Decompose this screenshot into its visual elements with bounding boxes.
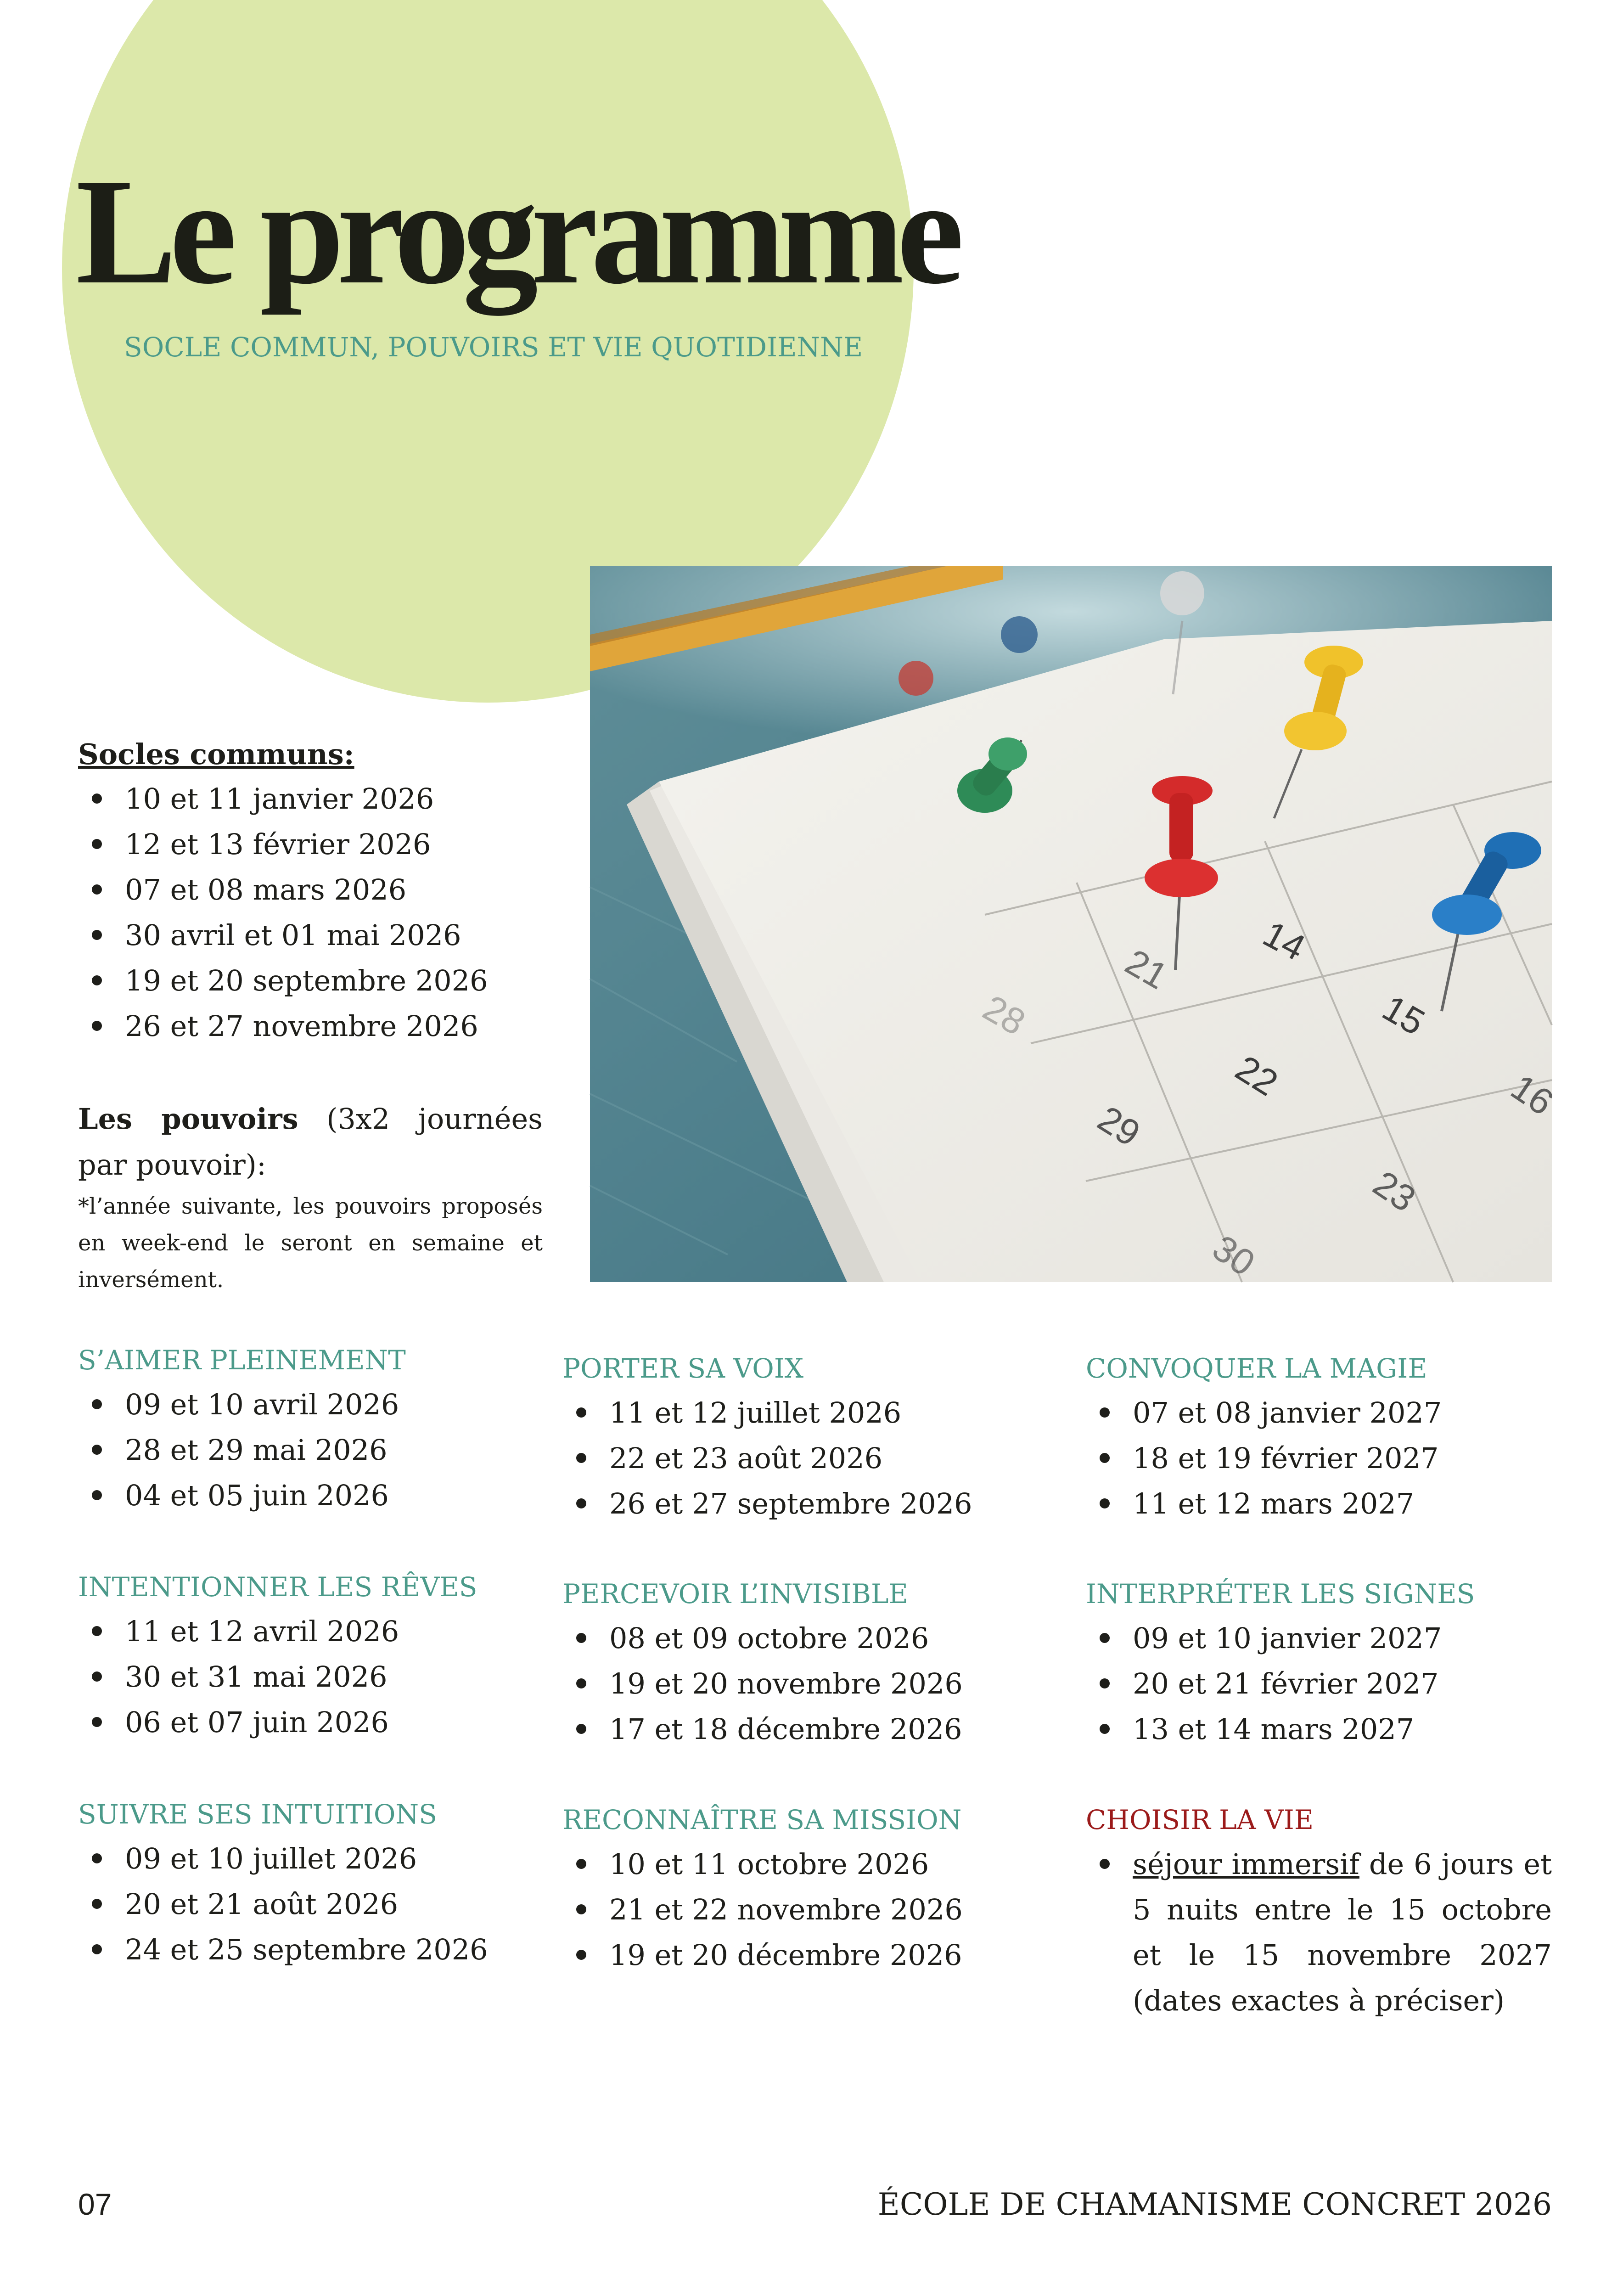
list-item: 30 et 31 mai 2026 (78, 1654, 477, 1699)
bullet-icon (92, 1445, 102, 1455)
bullet-icon (576, 1407, 586, 1418)
pouvoir-date-list (78, 1609, 477, 1745)
list-item: 09 et 10 juillet 2026 (78, 1836, 488, 1881)
pouvoir-group (562, 1572, 963, 1752)
bullet-icon (576, 1859, 586, 1869)
bullet-icon (92, 1853, 102, 1863)
list-item: 11 et 12 juillet 2026 (562, 1390, 972, 1435)
svg-text:30: 30 (1205, 1227, 1263, 1284)
list-item (1086, 1841, 1552, 2023)
calendar-with-push-pins-icon (590, 566, 1561, 1284)
bullet-icon (92, 930, 102, 940)
pouvoir-group (562, 1347, 972, 1526)
bullet-icon (92, 1899, 102, 1909)
list-item: 20 et 21 août 2026 (78, 1881, 488, 1927)
pouvoirs-heading-line (78, 1096, 543, 1188)
bullet-icon (92, 884, 102, 895)
bullet-icon (576, 1453, 586, 1463)
pouvoir-group (78, 1793, 488, 1972)
list-item: 04 et 05 juin 2026 (78, 1473, 406, 1518)
svg-text:22: 22 (1228, 1047, 1285, 1104)
list-item: 19 et 20 décembre 2026 (562, 1932, 963, 1978)
list-item: 13 et 14 mars 2027 (1086, 1706, 1475, 1752)
bullet-icon (92, 1626, 102, 1636)
pouvoir-date-list (78, 1382, 406, 1518)
bullet-icon (1100, 1633, 1110, 1643)
list-item: 06 et 07 juin 2026 (78, 1699, 477, 1745)
bullet-icon (576, 1724, 586, 1734)
bullet-icon (1100, 1407, 1110, 1418)
pouvoir-date-list (1086, 1615, 1475, 1752)
pouvoirs-heading: Les pouvoirs (78, 1102, 298, 1136)
list-item: 10 et 11 octobre 2026 (562, 1841, 963, 1887)
page-subtitle: SOCLE COMMUN, POUVOIRS ET VIE QUOTIDIENNE (124, 332, 863, 363)
bullet-icon (1100, 1453, 1110, 1463)
pouvoir-date-list (562, 1841, 963, 1978)
svg-text:28: 28 (976, 987, 1033, 1043)
bullet-icon (92, 1671, 102, 1682)
pouvoir-group (1086, 1347, 1442, 1526)
bullet-icon (92, 975, 102, 985)
list-item: 18 et 19 février 2027 (1086, 1435, 1442, 1481)
bullet-icon (92, 1717, 102, 1727)
pouvoir-date-list (78, 1836, 488, 1972)
pouvoir-title: SUIVRE SES INTUITIONS (78, 1799, 437, 1830)
page-title: Le programme (76, 148, 957, 315)
sejour-immersif-link[interactable]: séjour immersif (1133, 1847, 1359, 1881)
pouvoir-group (78, 1339, 406, 1518)
list-item: 11 et 12 mars 2027 (1086, 1481, 1442, 1526)
list-item: 26 et 27 novembre 2026 (78, 1003, 546, 1049)
pouvoirs-heading-detail: (3x2 journées par pouvoir): (78, 1102, 543, 1182)
socles-communs-section (78, 733, 546, 1049)
bullet-icon (576, 1498, 586, 1508)
svg-text:29: 29 (1090, 1097, 1147, 1154)
footer-school-name: ÉCOLE DE CHAMANISME CONCRET 2026 (877, 2187, 1552, 2222)
bullet-icon (1100, 1498, 1110, 1508)
svg-text:23: 23 (1366, 1163, 1423, 1220)
bullet-icon (576, 1633, 586, 1643)
pouvoir-title: PERCEVOIR L’INVISIBLE (562, 1578, 908, 1609)
list-item: 19 et 20 novembre 2026 (562, 1661, 963, 1706)
pouvoir-title: RECONNAÎTRE SA MISSION (562, 1804, 962, 1835)
list-item: 22 et 23 août 2026 (562, 1435, 972, 1481)
list-item: 07 et 08 mars 2026 (78, 867, 546, 912)
bullet-icon (576, 1950, 586, 1960)
bullet-icon (1100, 1678, 1110, 1688)
pouvoir-group (78, 1565, 477, 1745)
bullet-icon (92, 793, 102, 804)
bullet-icon (92, 1490, 102, 1500)
pouvoir-date-list (1086, 1390, 1442, 1526)
list-item: 10 et 11 janvier 2026 (78, 776, 546, 822)
pouvoir-title: PORTER SA VOIX (562, 1353, 804, 1384)
svg-text:15: 15 (1376, 987, 1432, 1043)
list-item: 20 et 21 février 2027 (1086, 1661, 1475, 1706)
choisir-title: CHOISIR LA VIE (1086, 1804, 1314, 1835)
list-item: 09 et 10 avril 2026 (78, 1382, 406, 1427)
bullet-icon (1100, 1724, 1110, 1734)
pouvoir-group (1086, 1572, 1475, 1752)
choisir-la-vie-group (1086, 1798, 1552, 2023)
pouvoir-group (562, 1798, 963, 1978)
pouvoirs-note: *l’année suivante, les pouvoirs proposés en week-end le seront en semaine et inversément. (78, 1193, 543, 1293)
bullet-icon (92, 1944, 102, 1954)
pouvoir-title: S’AIMER PLEINEMENT (78, 1345, 406, 1376)
list-item: 12 et 13 février 2026 (78, 822, 546, 867)
list-item: 17 et 18 décembre 2026 (562, 1706, 963, 1752)
choisir-list (1086, 1841, 1552, 2023)
list-item: 19 et 20 septembre 2026 (78, 958, 546, 1003)
list-item: 07 et 08 janvier 2027 (1086, 1390, 1442, 1435)
pouvoir-title: INTENTIONNER LES RÊVES (78, 1571, 477, 1603)
bullet-icon (576, 1904, 586, 1914)
bullet-icon (92, 839, 102, 849)
calendar-photo (590, 566, 1561, 1284)
socles-date-list (78, 776, 546, 1049)
bullet-icon (1100, 1859, 1110, 1869)
list-item: 24 et 25 septembre 2026 (78, 1927, 488, 1972)
choisir-description: de 6 jours et 5 nuits entre le 15 octobre et le 15 novembre 2027 (dates exactes à préciser) (1133, 1847, 1552, 2017)
list-item: 11 et 12 avril 2026 (78, 1609, 477, 1654)
pouvoirs-section (78, 1096, 543, 1298)
pouvoir-title: CONVOQUER LA MAGIE (1086, 1353, 1427, 1384)
bullet-icon (92, 1021, 102, 1031)
svg-text:14: 14 (1257, 913, 1312, 968)
list-item: 21 et 22 novembre 2026 (562, 1887, 963, 1932)
list-item: 28 et 29 mai 2026 (78, 1427, 406, 1473)
socles-heading: Socles communs: (78, 737, 354, 771)
page-number: 07 (78, 2187, 112, 2221)
bullet-icon (92, 1399, 102, 1409)
pouvoir-date-list (562, 1390, 972, 1526)
pouvoir-title: INTERPRÉTER LES SIGNES (1086, 1578, 1475, 1609)
list-item: 08 et 09 octobre 2026 (562, 1615, 963, 1661)
svg-text:21: 21 (1118, 941, 1175, 997)
list-item: 30 avril et 01 mai 2026 (78, 912, 546, 958)
svg-text:16: 16 (1504, 1066, 1561, 1123)
bullet-icon (576, 1678, 586, 1688)
list-item: 09 et 10 janvier 2027 (1086, 1615, 1475, 1661)
list-item: 26 et 27 septembre 2026 (562, 1481, 972, 1526)
pouvoir-date-list (562, 1615, 963, 1752)
